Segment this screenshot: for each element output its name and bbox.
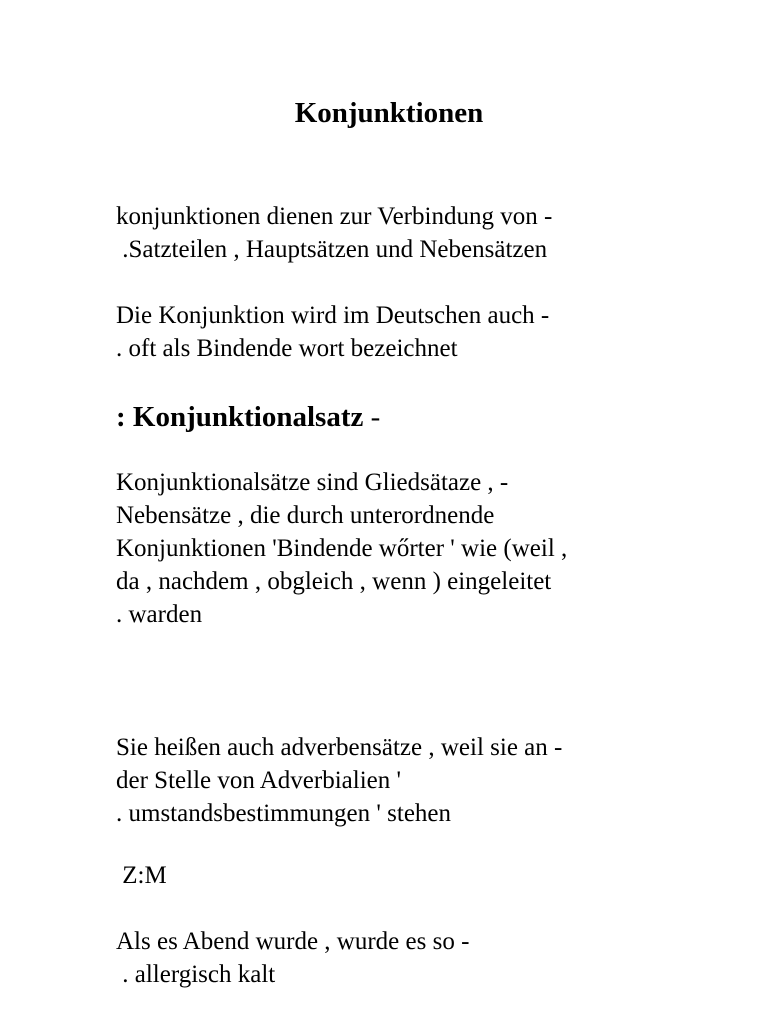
intro-line-2: .Satzteilen , Hauptsätzen und Nebensätzen — [116, 236, 548, 263]
explanation-paragraph — [116, 466, 756, 631]
definition-paragraph — [116, 299, 756, 365]
intro-paragraph — [116, 200, 756, 266]
explanation-line-3: Konjunktionen 'Bindende wőrter ' wie (weil , — [116, 535, 568, 562]
section-heading-text: : Konjunktionalsatz — [116, 401, 364, 433]
adverbial-paragraph — [116, 731, 756, 830]
adverbial-line-2: der Stelle von Adverbialien ' — [116, 767, 401, 794]
example-label-text: Z:M — [116, 862, 167, 889]
example-line-1: Als es Abend wurde , wurde es so - — [116, 928, 470, 955]
definition-line-1: Die Konjunktion wird im Deutschen auch - — [116, 302, 550, 329]
section-heading — [116, 399, 380, 435]
explanation-line-5: . warden — [116, 601, 203, 628]
page-title: Konjunktionen — [294, 97, 484, 129]
explanation-line-2: Nebensätze , die durch unterordnende — [116, 502, 495, 529]
adverbial-line-3: . umstandsbestimmungen ' stehen — [116, 800, 452, 827]
definition-line-2: . oft als Bindende wort bezeichnet — [116, 335, 458, 362]
explanation-line-4: da , nachdem , obgleich , wenn ) eingeleitet — [116, 568, 552, 595]
intro-line-1: konjunktionen dienen zur Verbindung von - — [116, 203, 553, 230]
example-label — [116, 859, 756, 892]
section-heading-dash: - — [363, 401, 381, 433]
example-paragraph — [116, 925, 756, 991]
example-line-2: . allergisch kalt — [116, 961, 276, 988]
explanation-line-1: Konjunktionalsätze sind Gliedsätaze , - — [116, 469, 509, 496]
adverbial-line-1: Sie heißen auch adverbensätze , weil sie an - — [116, 734, 563, 761]
